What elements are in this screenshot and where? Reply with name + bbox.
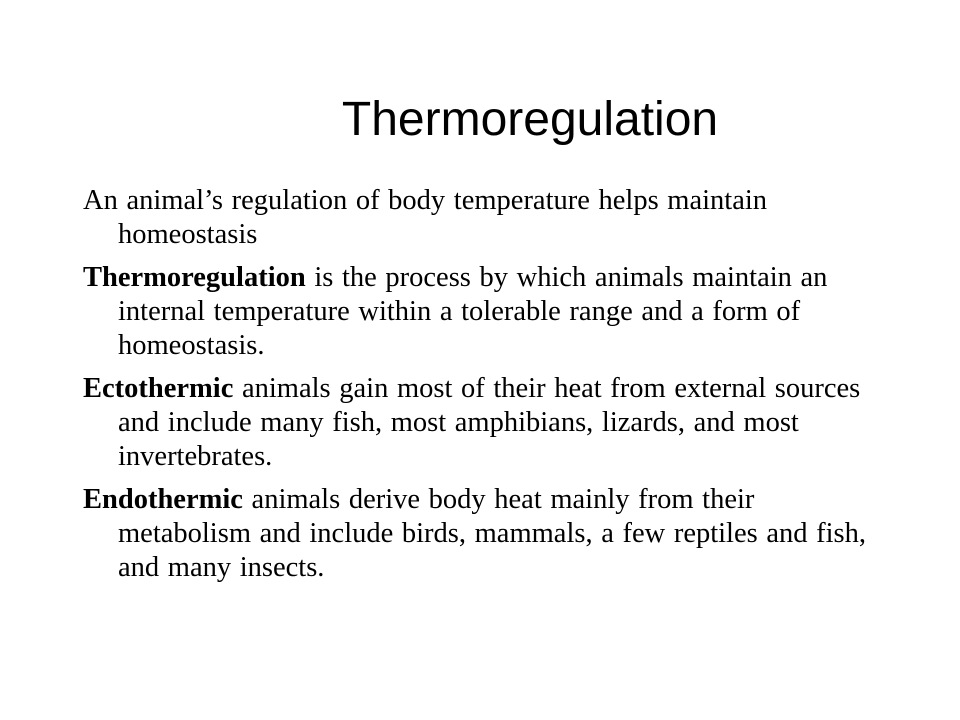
paragraph-text: An animal’s regulation of body temperature helps maintain homeostasis bbox=[83, 185, 768, 250]
paragraph-text: animals gain most of their heat from external sources and include many fish, most amphibians, lizards, and most invertebrates. bbox=[118, 373, 861, 472]
paragraph-term: Ectothermic bbox=[83, 373, 234, 404]
paragraph-endothermic bbox=[83, 483, 883, 585]
paragraph-ectothermic bbox=[83, 372, 883, 474]
paragraph-text: is the process by which animals maintain an internal temperature within a tolerable range and a form of homeostasis. bbox=[118, 262, 828, 361]
paragraph-term: Thermoregulation bbox=[83, 262, 306, 293]
paragraph-term: Endothermic bbox=[83, 484, 243, 515]
paragraph-text: animals derive body heat mainly from their metabolism and include birds, mammals, a few reptiles and fish, and many insects. bbox=[118, 484, 866, 583]
paragraph-thermoregulation bbox=[83, 261, 883, 363]
paragraph-animal-regulation bbox=[83, 184, 883, 252]
slide-title: Thermoregulation bbox=[341, 93, 719, 146]
slide-body bbox=[83, 184, 883, 594]
